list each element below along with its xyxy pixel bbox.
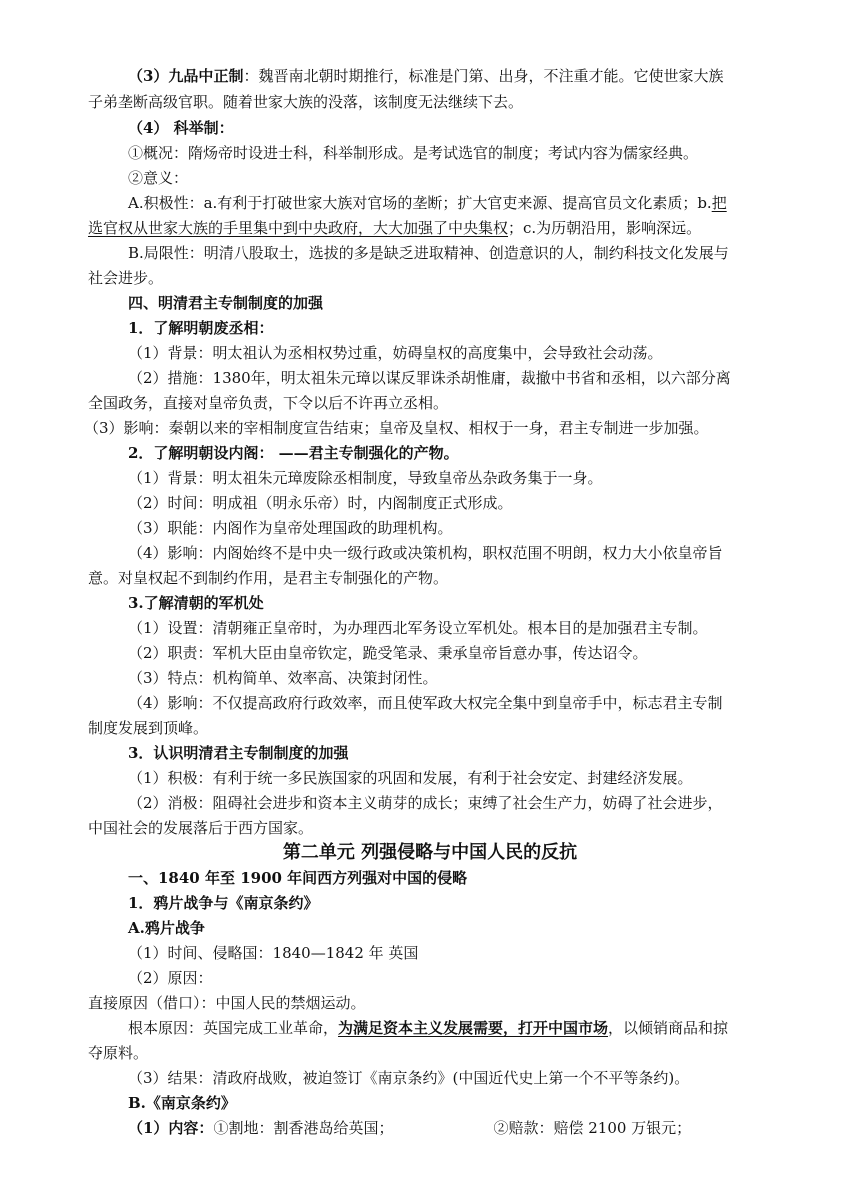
- chancellor-impact: （3）影响：秦朝以来的宰相制度宣告结束；皇帝及皇权、相权于一身，君主专制进一步加强。: [84, 419, 709, 437]
- chancellor-background: （1）背景：明太祖认为丞相权势过重，妨碍皇权的高度集中，会导致社会动荡。: [128, 344, 663, 362]
- keju-positive-rest: ；c.为历朝沿用，影响深远。: [508, 219, 702, 237]
- council-feature: （3）特点：机构简单、效率高、决策封闭性。: [128, 669, 438, 687]
- section-heading-1: 一、1840 年至 1900 年间西方列强对中国的侵略: [128, 869, 468, 887]
- opium-time: （1）时间、侵略国：1840—1842 年 英国: [128, 944, 419, 962]
- paragraph-jiupin: [128, 64, 818, 88]
- cabinet-impact: （4）影响：内阁始终不是中央一级行政或决策机构，职权范围不明朗，权力大小依皇帝旨: [128, 544, 723, 562]
- keju-overview: ①概况：隋炀帝时设进士科，科举制形成。是考试选官的制度；考试内容为儒家经典。: [128, 144, 699, 162]
- chancellor-measures-cont: 全国政务，直接对皇帝负责，下令以后不许再立丞相。: [88, 394, 449, 412]
- council-impact-cont: 制度发展到顶峰。: [88, 719, 209, 737]
- keju-limitation: B.局限性：明清八股取士，选拔的多是缺乏进取精神、创造意识的人，制约科技文化发展与: [128, 244, 729, 262]
- treaty-content: [128, 1116, 818, 1140]
- autocracy-positive: （1）积极：有利于统一多民族国家的巩固和发展，有利于社会安定、封建经济发展。: [128, 769, 693, 787]
- section-heading-4: 四、明清君主专制制度的加强: [128, 294, 324, 312]
- chancellor-measures: （2）措施：1380年，明太祖朱元璋以谋反罪诛杀胡惟庸，裁撤中书省和丞相，以六部分离: [128, 369, 731, 387]
- keju-positive-underline-cont: 选官权从世家大族的手里集中到中央政府，大大加强了中央集权: [88, 219, 509, 237]
- keju-positive-cont: [88, 216, 778, 240]
- keju-positive-underline: 把: [711, 194, 727, 212]
- paragraph-jiupin-cont: 子弟垄断高级官职。随着世家大族的没落，该制度无法继续下去。: [88, 93, 524, 111]
- cabinet-background: （1）背景：明太祖朱元璋废除丞相制度，导致皇帝丛杂政务集于一身。: [128, 469, 603, 487]
- root-cause-text: 根本原因：英国完成工业革命，: [128, 1019, 339, 1037]
- root-cause-underline: 为满足资本主义发展需要，打开中国市场: [338, 1019, 609, 1037]
- heading-keju: （4） 科举制：: [128, 119, 234, 137]
- heading-nanjing-treaty: B.《南京条约》: [128, 1094, 236, 1112]
- unit-title: 第二单元 列强侵略与中国人民的反抗: [282, 842, 578, 863]
- jiupin-text: ：魏晋南北朝时期推行，标准是门第、出身，不注重才能。它使世家大族: [243, 67, 724, 85]
- opium-root-cause-cont: 夺原料。: [88, 1044, 149, 1062]
- subheading-grand-council: 3.了解清朝的军机处: [128, 594, 264, 612]
- autocracy-negative: （2）消极：阻碍社会进步和资本主义萌芽的成长；束缚了社会生产力，妨碍了社会进步，: [128, 794, 723, 812]
- subheading-autocracy: 3．认识明清君主专制制度的加强: [128, 744, 349, 762]
- treaty-land: ①割地：割香港岛给英国；: [213, 1119, 394, 1137]
- opium-direct-cause: 直接原因（借口）：中国人民的禁烟运动。: [88, 994, 366, 1012]
- keju-significance: ②意义：: [128, 169, 189, 187]
- cabinet-impact-cont: 意。对皇权起不到制约作用，是君主专制强化的产物。: [88, 569, 449, 587]
- council-impact: （4）影响：不仅提高政府行政效率，而且使军政大权完全集中到皇帝手中，标志君主专制: [128, 694, 723, 712]
- cabinet-function: （3）职能：内阁作为皇帝处理国政的助理机构。: [128, 519, 453, 537]
- keju-positive-text: A.积极性：a.有利于打破世家大族对官场的垄断；扩大官吏来源、提高官员文化素质；b.: [128, 194, 712, 212]
- autocracy-negative-cont: 中国社会的发展落后于西方国家。: [88, 819, 314, 837]
- opium-result: （3）结果：清政府战败，被迫签订《南京条约》(中国近代史上第一个不平等条约)。: [128, 1069, 690, 1087]
- subheading-cabinet: 2．了解明朝设内阁： ——君主专制强化的产物。: [128, 444, 459, 462]
- opium-root-cause: [128, 1016, 818, 1040]
- subheading-abolish-chancellor: 1．了解明朝废丞相：: [128, 319, 274, 337]
- jiupin-heading: （3）九品中正制: [128, 67, 244, 85]
- treaty-content-head: （1）内容：: [128, 1119, 214, 1137]
- council-setup: （1）设置：清朝雍正皇帝时，为办理西北军务设立军机处。根本目的是加强君主专制。: [128, 619, 708, 637]
- keju-limitation-cont: 社会进步。: [88, 269, 164, 287]
- heading-opium-war: A.鸦片战争: [128, 919, 205, 937]
- cabinet-time: （2）时间：明成祖（明永乐帝）时，内阁制度正式形成。: [128, 494, 513, 512]
- opium-cause: （2）原因：: [128, 969, 213, 987]
- subheading-opium-war: 1．鸦片战争与《南京条约》: [128, 894, 319, 912]
- keju-positive: [128, 191, 818, 215]
- root-cause-rest: ，以倾销商品和掠: [608, 1019, 729, 1037]
- council-duty: （2）职责：军机大臣由皇帝钦定，跪受笔录、秉承皇帝旨意办事，传达诏令。: [128, 644, 648, 662]
- treaty-indemnity: ②赔款：赔偿 2100 万银元；: [493, 1119, 692, 1137]
